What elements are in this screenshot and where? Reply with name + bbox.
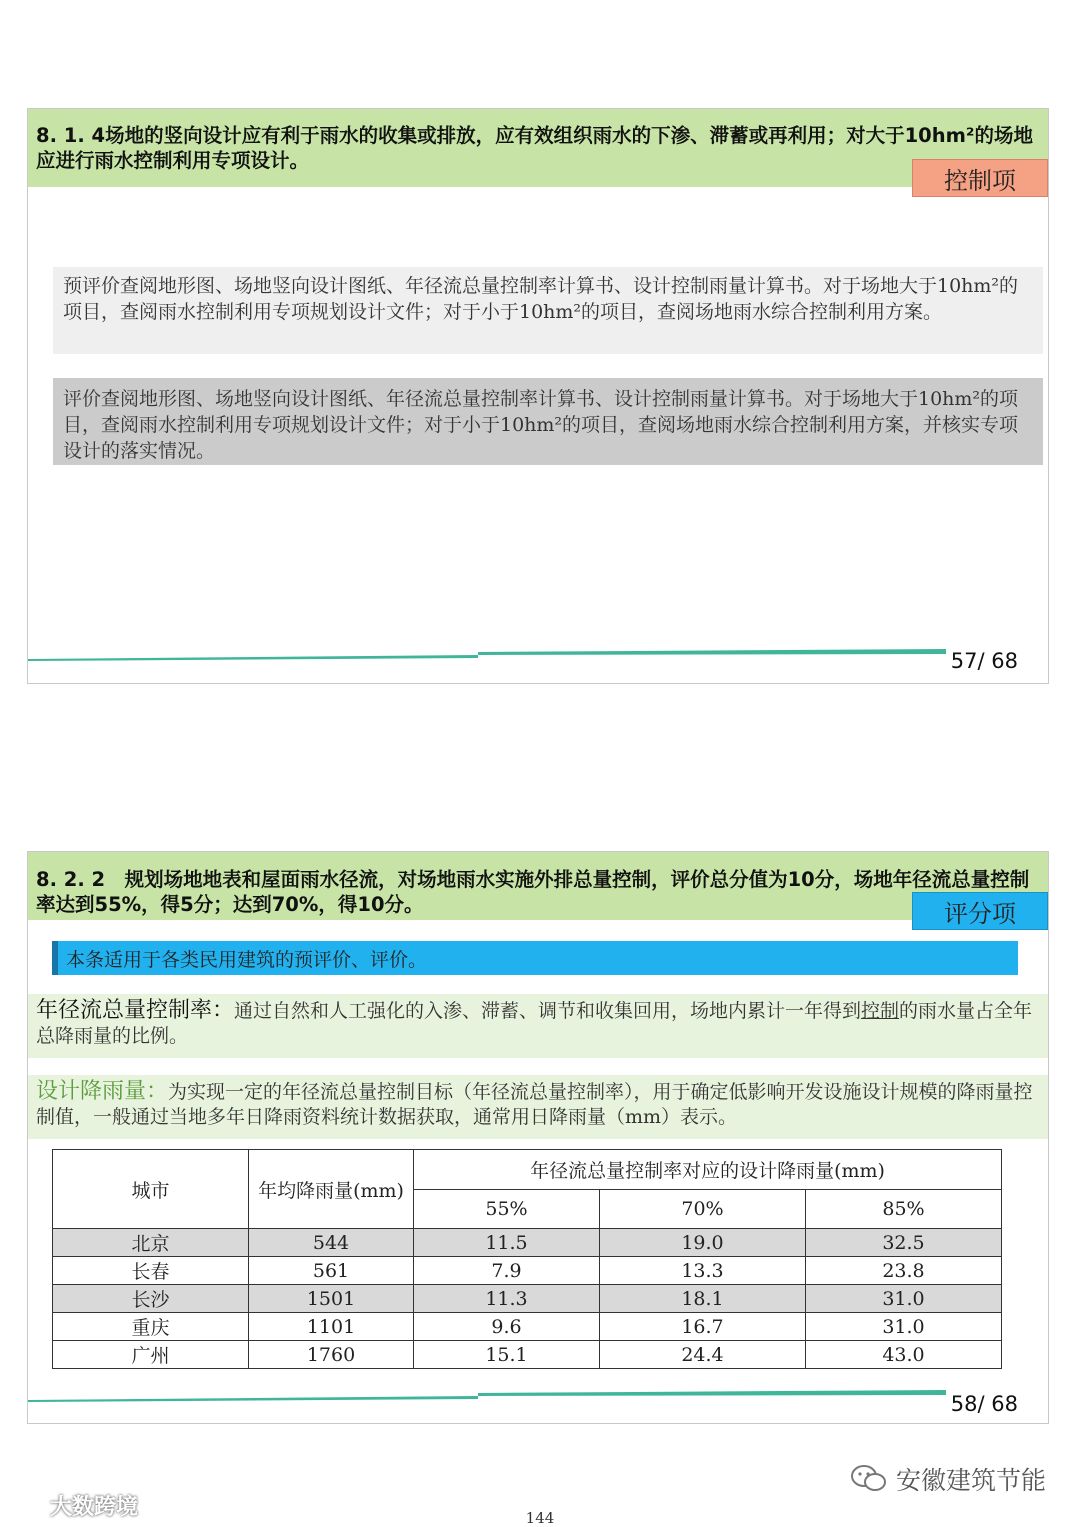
score-item-tag: 评分项	[912, 892, 1048, 930]
cell-city: 北京	[53, 1229, 249, 1257]
design-rainfall-table	[52, 1149, 1002, 1369]
cell-55: 15.1	[414, 1341, 600, 1369]
cell-city: 长春	[53, 1257, 249, 1285]
clause-header: 8. 1. 4场地的竖向设计应有利于雨水的收集或排放，应有效组织雨水的下渗、滞蓄或再利用；对大于10hm²的场地应进行雨水控制利用专项设计。	[28, 109, 1048, 187]
cell-70: 16.7	[600, 1313, 806, 1341]
cell-85: 43.0	[806, 1341, 1002, 1369]
cell-annual: 1101	[249, 1313, 414, 1341]
cell-70: 19.0	[600, 1229, 806, 1257]
table-row	[53, 1229, 1002, 1257]
slide-57	[27, 108, 1049, 684]
definition-text-underlined: 控制	[861, 1000, 900, 1022]
definition-runoff-control-rate	[28, 994, 1048, 1058]
cell-annual: 1501	[249, 1285, 414, 1313]
col-rate-85: 85%	[806, 1190, 1002, 1229]
cell-70: 18.1	[600, 1285, 806, 1313]
col-rate-55: 55%	[414, 1190, 600, 1229]
table-row	[53, 1313, 1002, 1341]
cell-55: 9.6	[414, 1313, 600, 1341]
cell-55: 11.3	[414, 1285, 600, 1313]
cell-annual: 1760	[249, 1341, 414, 1369]
watermark-right-text: 安徽建筑节能	[895, 1466, 1046, 1495]
watermark-right	[850, 1461, 1046, 1497]
cell-city: 长沙	[53, 1285, 249, 1313]
cell-70: 13.3	[600, 1257, 806, 1285]
cell-85: 23.8	[806, 1257, 1002, 1285]
applicability-note: 本条适用于各类民用建筑的预评价、评价。	[52, 941, 1018, 975]
document-page-number: 144	[525, 1509, 555, 1527]
pre-evaluation-note: 预评价查阅地形图、场地竖向设计图纸、年径流总量控制率计算书、设计控制雨量计算书。对于场地大于10hm²的项目，查阅雨水控制利用专项规划设计文件；对于小于10hm²的项目，查阅场地雨水综合控制利用方案。	[53, 267, 1043, 354]
slide-page-number: 57/ 68	[950, 649, 1018, 673]
cell-annual: 561	[249, 1257, 414, 1285]
definition-term: 设计降雨量：	[36, 1079, 169, 1104]
cell-85: 32.5	[806, 1229, 1002, 1257]
evaluation-note: 评价查阅地形图、场地竖向设计图纸、年径流总量控制率计算书、设计控制雨量计算书。对于场地大于10hm²的项目，查阅雨水控制利用专项规划设计文件；对于小于10hm²的项目，查阅场地雨水综合控制利用方案，并核实专项设计的落实情况。	[53, 378, 1043, 465]
col-group-header: 年径流总量控制率对应的设计降雨量(mm)	[414, 1150, 1002, 1190]
cell-city: 重庆	[53, 1313, 249, 1341]
col-city-header: 城市	[53, 1150, 249, 1229]
control-item-tag: 控制项	[912, 159, 1048, 197]
definition-text: 为实现一定的年径流总量控制目标（年径流总量控制率），用于确定低影响开发设施设计规模的降雨量控制值，一般通过当地多年日降雨资料统计数据获取，通常用日降雨量（mm）表示。	[36, 1081, 1033, 1128]
definition-term: 年径流总量控制率：	[36, 998, 235, 1023]
col-annual-header: 年均降雨量(mm)	[249, 1150, 414, 1229]
definition-design-rainfall	[28, 1075, 1048, 1139]
col-rate-70: 70%	[600, 1190, 806, 1229]
cell-55: 7.9	[414, 1257, 600, 1285]
footer-divider	[28, 1390, 946, 1402]
table-row	[53, 1257, 1002, 1285]
clause-header: 8. 2. 2 规划场地地表和屋面雨水径流，对场地雨水实施外排总量控制，评价总分值为10分，场地年径流总量控制率达到55%，得5分；达到70%，得10分。	[28, 852, 1048, 920]
definition-text: 的雨水量占全年总降雨量的比例。	[36, 1000, 1033, 1047]
slide-page-number: 58/ 68	[950, 1392, 1018, 1416]
footer-divider	[28, 649, 946, 661]
cell-city: 广州	[53, 1341, 249, 1369]
table-row	[53, 1341, 1002, 1369]
slide-58	[27, 851, 1049, 1424]
table-row	[53, 1285, 1002, 1313]
cell-55: 11.5	[414, 1229, 600, 1257]
wechat-icon	[850, 1464, 888, 1494]
cell-85: 31.0	[806, 1313, 1002, 1341]
watermark-left-text: 大数跨境	[50, 1495, 139, 1520]
cell-85: 31.0	[806, 1285, 1002, 1313]
definition-text: 通过自然和人工强化的入渗、滞蓄、调节和收集回用，场地内累计一年得到	[234, 1000, 862, 1022]
cell-annual: 544	[249, 1229, 414, 1257]
cell-70: 24.4	[600, 1341, 806, 1369]
